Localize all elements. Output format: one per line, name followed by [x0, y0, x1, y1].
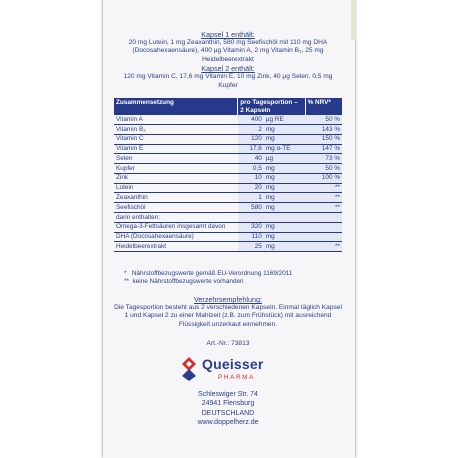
capsule1-text: 20 mg Lutein, 1 mg Zeaxanthin, 580 mg Seefischöl mit 110 mg DHA (Docosahexaensäure), 400 µg Vitamin A, 2 mg Vitamin B₂, 25 mg Heidelbeerextrakt: [128, 39, 328, 63]
table-row: [114, 193, 342, 203]
nutrient-amount: 25: [238, 242, 264, 252]
nutrient-name: Vitamin E: [114, 144, 238, 154]
nutrient-name: Vitamin B₂: [114, 124, 238, 134]
nutrient-nrv: [305, 232, 342, 242]
nutrient-unit: µg: [264, 154, 305, 164]
nutrient-nrv: 150 %: [305, 134, 342, 144]
nutrient-nrv: 73 %: [305, 154, 342, 164]
address-city: 24941 Flensburg: [201, 400, 255, 408]
table-row: [114, 164, 342, 174]
brand-subtitle: PHARMA: [218, 374, 255, 381]
nutrient-unit: mg: [264, 242, 305, 252]
nutrient-amount: 0,5: [238, 164, 264, 174]
nutrient-unit: mg: [264, 124, 305, 134]
nutrient-name: Lutein: [114, 183, 238, 193]
queisser-logo-icon: [180, 356, 198, 382]
nutrition-table-header: [114, 98, 342, 115]
nutrient-unit: [264, 213, 305, 223]
capsule1-heading: Kapsel 1 enthält:: [201, 30, 255, 39]
brand-name: Queisser: [202, 356, 264, 372]
footnote-nrv: * Nährstoffbezugswerte gemäß EU-Verordnung 1169/2011: [124, 270, 293, 277]
nutrient-name: Seefischöl: [114, 203, 238, 213]
address-website: www.doppelherz.de: [197, 419, 259, 427]
nutrient-unit: mg: [264, 203, 305, 213]
manufacturer-address: [114, 390, 342, 428]
table-row: [114, 222, 342, 232]
nutrient-unit: mg: [264, 164, 305, 174]
nutrient-nrv: [305, 222, 342, 232]
nutrient-name: Omega-3-Fettsäuren insgesamt davon: [114, 222, 238, 232]
nutrition-table: [114, 98, 342, 252]
nutrient-nrv: 143 %: [305, 124, 342, 134]
nutrient-unit: mg: [264, 232, 305, 242]
nutrient-name: Kupfer: [114, 164, 238, 174]
nutrient-nrv: 50 %: [305, 115, 342, 124]
nutrient-name: darin enthalten:: [114, 213, 238, 223]
nutrient-amount: 580: [238, 203, 264, 213]
nutrient-nrv: 147 %: [305, 144, 342, 154]
article-number: Art.-Nr.: 73813: [206, 340, 250, 347]
header-composition: Zusammensetzung: [114, 98, 238, 115]
nutrient-amount: 17,6: [238, 144, 264, 154]
footnotes: [124, 270, 344, 286]
table-row: [114, 124, 342, 134]
table-row: [114, 183, 342, 193]
nutrient-nrv: 50 %: [305, 164, 342, 174]
nutrient-unit: mg α-TE: [264, 144, 305, 154]
nutrient-amount: 110: [238, 232, 264, 242]
table-row: [114, 134, 342, 144]
nutrient-nrv: **: [305, 183, 342, 193]
nutrient-amount: [238, 213, 264, 223]
nutrient-amount: 400: [238, 115, 264, 124]
capsule2-text: 120 mg Vitamin C, 17,6 mg Vitamin E, 10 mg Zink, 40 µg Selen, 0,5 mg Kupfer: [123, 73, 333, 89]
nutrient-amount: 40: [238, 154, 264, 164]
capsule-info: [114, 30, 342, 90]
nutrient-name: Vitamin A: [114, 115, 238, 124]
nutrient-amount: 10: [238, 173, 264, 183]
nutrient-unit: mg: [264, 173, 305, 183]
table-row: [114, 213, 342, 223]
footnote-no-nrv: ** keine Nährstoffbezugswerte vorhanden: [124, 278, 244, 285]
table-row: [114, 203, 342, 213]
nutrient-unit: mg: [264, 193, 305, 203]
header-daily-portion: pro Tagesportion – 2 Kapseln: [238, 98, 305, 115]
table-row: [114, 242, 342, 252]
nutrient-name: Zink: [114, 173, 238, 183]
nutrient-name: Heidelbeerextrakt: [114, 242, 238, 252]
capsule2-heading: Kapsel 2 enthält:: [201, 64, 255, 74]
table-row: [114, 144, 342, 154]
recommendation-heading: Verzehrsempfehlung:: [194, 295, 262, 304]
brand-logo: [180, 354, 300, 386]
nutrient-amount: 120: [238, 134, 264, 144]
nutrient-nrv: 100 %: [305, 173, 342, 183]
address-street: Schleswiger Str. 74: [198, 391, 258, 398]
nutrient-nrv: **: [305, 242, 342, 252]
nutrient-name: Selen: [114, 154, 238, 164]
nutrient-name: Zeaxanthin: [114, 193, 238, 203]
table-row: [114, 154, 342, 164]
address-country: DEUTSCHLAND: [201, 409, 255, 417]
nutrient-name: Vitamin C: [114, 134, 238, 144]
nutrient-amount: 20: [238, 183, 264, 193]
nutrient-nrv: **: [305, 203, 342, 213]
nutrient-unit: mg: [264, 222, 305, 232]
package-side-flap: [351, 0, 356, 40]
nutrient-unit: mg: [264, 183, 305, 193]
nutrient-nrv: [305, 213, 342, 223]
nutrient-unit: mg: [264, 134, 305, 144]
table-row: [114, 115, 342, 124]
recommendation-text: Die Tagesportion besteht aus 2 verschiedenen Kapseln. Einmal täglich Kapsel 1 und Kapsel 2 zu einer Mahlzeit (z.B. zum Frühstück) mit ausreichend Flüssigkeit unzerkaut einnehmen.: [114, 304, 342, 328]
table-row: [114, 232, 342, 242]
nutrient-amount: 1: [238, 193, 264, 203]
table-row: [114, 173, 342, 183]
header-nrv: % NRV*: [305, 98, 342, 115]
nutrient-unit: µg RE: [264, 115, 305, 124]
recommendation: [114, 295, 342, 329]
nutrient-name: DHA (Docosahexaensäure): [114, 232, 238, 242]
nutrient-amount: 2: [238, 124, 264, 134]
nutrient-amount: 320: [238, 222, 264, 232]
nutrient-nrv: **: [305, 193, 342, 203]
